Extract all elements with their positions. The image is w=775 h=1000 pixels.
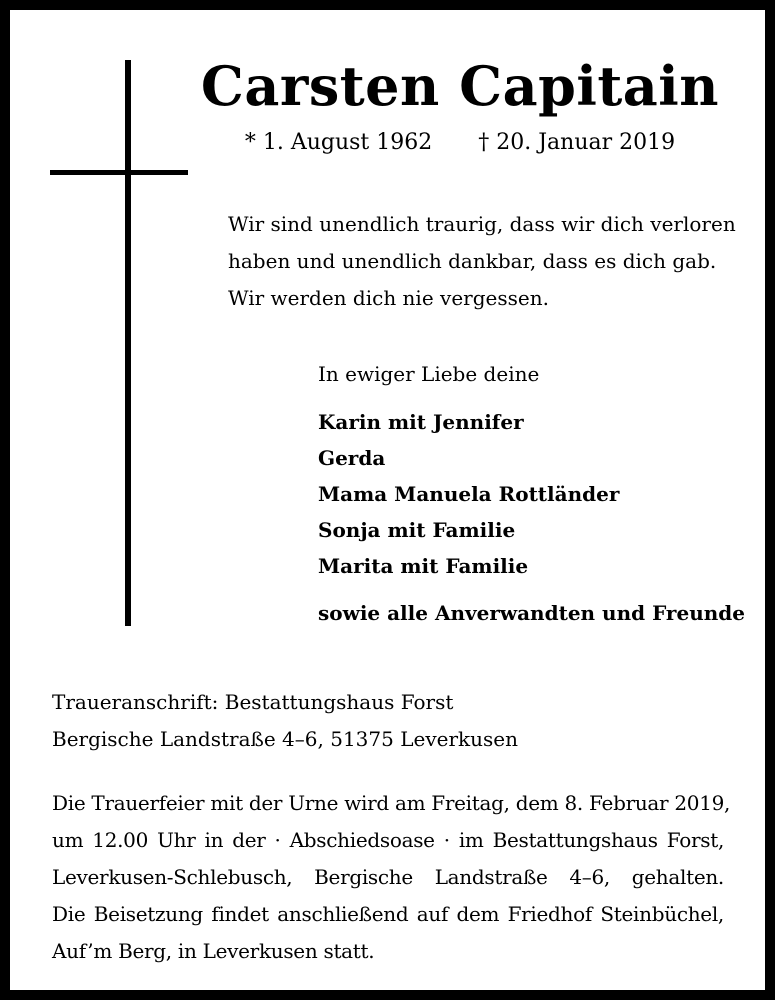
service-line: Leverkusen-Schlebusch, Bergische Landstraße 4–6, gehalten.: [52, 865, 724, 889]
mourner-name: Marita mit Familie: [318, 554, 529, 578]
service-line: Die Trauerfeier mit der Urne wird am Freitag, dem 8. Februar 2019,: [52, 791, 731, 815]
mourner-name: Gerda: [318, 446, 386, 470]
mourner-name: Karin mit Jennifer: [318, 410, 524, 434]
deceased-name: Carsten Capitain: [200, 54, 720, 118]
mourner-name: Sonja mit Familie: [318, 518, 516, 542]
relatives-and-friends: sowie alle Anverwandten und Freunde: [318, 601, 745, 625]
mourning-address: [52, 684, 518, 758]
cross-icon-bar: [50, 170, 188, 175]
quote-line: haben und unendlich dankbar, dass es dich gab.: [228, 249, 717, 273]
mourners-intro: In ewiger Liebe deine: [318, 362, 540, 386]
service-line: Auf’m Berg, in Leverkusen statt.: [52, 939, 375, 963]
quote-line: Wir sind unendlich traurig, dass wir dich verloren: [228, 212, 736, 236]
birth-date: * 1. August 1962: [244, 130, 433, 155]
life-dates: [160, 128, 760, 158]
cross-icon: [125, 60, 131, 626]
mourner-name: Mama Manuela Rottländer: [318, 482, 620, 506]
address-line: Traueranschrift: Bestattungshaus Forst: [52, 690, 454, 714]
quote-line: Wir werden dich nie vergessen.: [228, 286, 549, 310]
mourners-block: [318, 359, 745, 628]
address-line: Bergische Landstraße 4–6, 51375 Leverkusen: [52, 727, 518, 751]
death-date: † 20. Januar 2019: [478, 130, 676, 155]
service-line: Die Beisetzung findet anschließend auf dem Friedhof Steinbüchel,: [52, 902, 724, 926]
memorial-quote: [228, 206, 736, 317]
service-line: um 12.00 Uhr in der · Abschiedsoase · im Bestattungshaus Forst,: [52, 828, 724, 852]
mourners-list: [318, 404, 745, 584]
funeral-service-info: [52, 785, 731, 970]
